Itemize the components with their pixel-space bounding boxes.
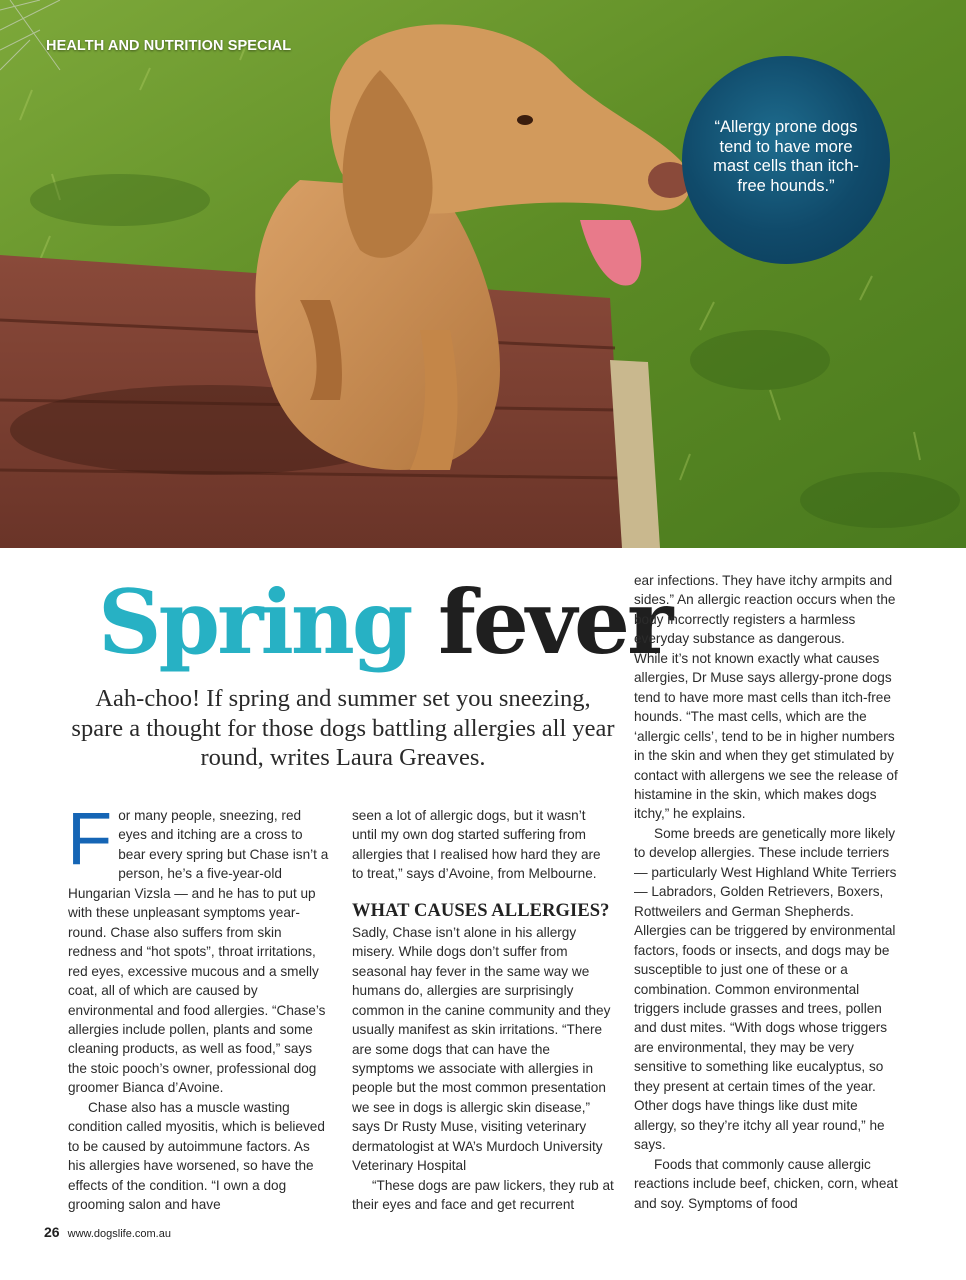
- paragraph: or many people, sneezing, red eyes and itching are a cross to bear every spring but Chase isn’t a person, he’s a five-year-old Hungarian Vizsla — and he has to put up with these unpleasant symptoms year-round. Chase also suffers from skin redness and “hot spots”, throat irritations, red eyes, excessive mucous and a smelly coat, all of which are caused by environmental and food allergies. “Chase’s allergies include pollen, plants and some cleaning products, as well as food,” says the stoic pooch’s owner, professional dog groomer Bianca d’Avoine.: [68, 808, 329, 1096]
- paragraph: Sadly, Chase isn’t alone in his allergy misery. While dogs don’t suffer from seasonal hay fever in the same way we humans do, allergies are surprisingly common in the canine community and they usually manifest as skin irritations. “There are some dogs that can have the symptoms we associate with allergies in people but the most common presentation we see in dogs is allergic skin disease,” says Dr Rusty Muse, visiting veterinary dermatologist at WA’s Murdoch University Veterinary Hospital: [352, 924, 611, 1174]
- standfirst: Aah-choo! If spring and summer set you sneezing, spare a thought for those dogs battling allergies all year round, writes Laura Greaves.: [71, 685, 615, 771]
- pull-quote-text: “Allergy prone dogs tend to have more mast cells than itch-free hounds.”: [713, 118, 859, 195]
- paragraph: While it’s not known exactly what causes allergies, Dr Muse says allergy-prone dogs tend to have more mast cells than itch-free hounds. “The mast cells, which are the ‘allergic cells’, tend to be in higher numbers in the skin and when they get stimulated by contact with allergens we see the release of histamine in the skin, which makes dogs itchy,” he explains.: [634, 650, 898, 822]
- drop-cap: F: [67, 797, 113, 880]
- page-footer: [44, 1224, 171, 1240]
- article-title: [98, 566, 670, 678]
- paragraph: Chase also has a muscle wasting condition called myositis, which is believed to be caused by autoimmune factors. As his allergies have worsened, so have the effects of the condition. “I own a dog grooming salon and have: [68, 1099, 325, 1213]
- title-word-spring: Spring: [98, 570, 411, 674]
- hero-photo: [0, 0, 966, 548]
- title-word-fever: fever: [438, 570, 671, 674]
- paragraph: seen a lot of allergic dogs, but it wasn’t until my own dog started suffering from allergies that I realised how hard they are to treat,” says d’Avoine, from Melbourne.: [352, 808, 601, 882]
- section-tag: HEALTH AND NUTRITION SPECIAL: [46, 38, 292, 54]
- article-column-2: [352, 806, 614, 1215]
- paragraph: “These dogs are paw lickers, they rub at their eyes and face and get recurrent: [352, 1177, 614, 1213]
- paragraph: ear infections. They have itchy armpits and sides.” An allergic reaction occurs when the body incorrectly registers a harmless everyday substance as dangerous.: [634, 573, 896, 647]
- footer-url[interactable]: www.dogslife.com.au: [67, 1228, 171, 1240]
- paragraph: Foods that commonly cause allergic reactions include beef, chicken, corn, wheat and soy. Symptoms of food: [634, 1156, 898, 1211]
- paragraph: Some breeds are genetically more likely to develop allergies. These include terriers — particularly West Highland White Terriers — Labradors, Golden Retrievers, Boxers, Rottweilers and German Shepherds. Allergies can be triggered by environmental factors, foods or insects, and dogs may be susceptible to just one of these or a combination. Common environmental triggers include grasses and trees, pollen and dust mites. “With dogs whose triggers are environmental, they may be very sensitive to something like eucalyptus, so they present at certain times of the year. Other dogs have things like dust mite allergy, so they’re itchy all year round,” he says.: [634, 825, 897, 1153]
- pull-quote-badge: [682, 56, 890, 264]
- subheading: WHAT CAUSES ALLERGIES?: [352, 900, 610, 921]
- article-column-1: [67, 797, 330, 1215]
- page-number: 26: [44, 1224, 60, 1240]
- article-column-3: [634, 571, 902, 1213]
